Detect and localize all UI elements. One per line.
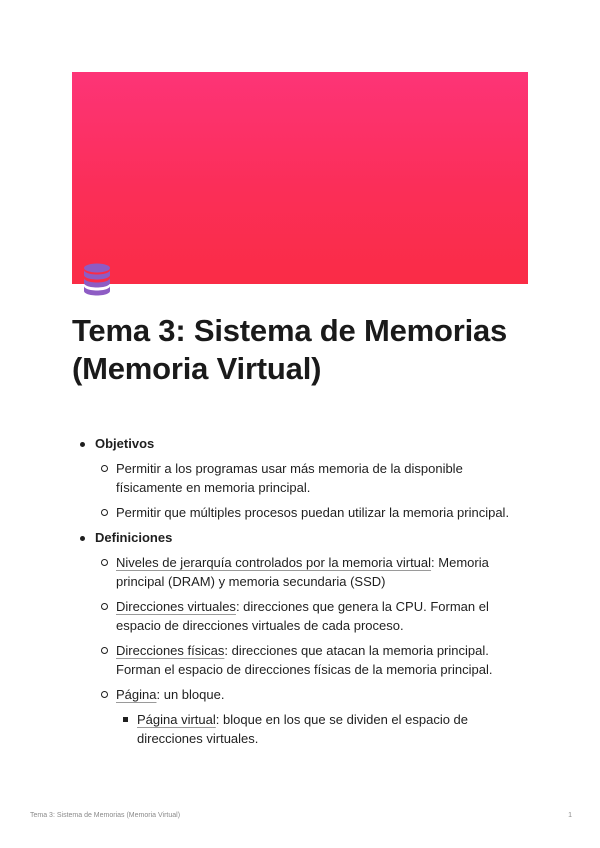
database-icon (82, 262, 112, 298)
definiciones-list (95, 553, 528, 748)
list-item (95, 597, 528, 635)
objetivo-text: Permitir a los programas usar más memoria de la disponible físicamente en memoria principal. (116, 461, 463, 495)
definition-text: : direcciones que genera la CPU. Forman el espacio de direcciones virtuales de cada proceso. (116, 599, 489, 633)
definition-term: Niveles de jerarquía controlados por la memoria virtual (116, 555, 432, 570)
page-content (72, 434, 528, 754)
cover-banner (72, 72, 528, 284)
section-heading-definiciones: Definiciones (95, 530, 173, 545)
list-item (95, 459, 528, 497)
list-item-definiciones (72, 528, 528, 748)
page-title-line-1: Tema 3: Sistema de Memorias (72, 313, 508, 348)
page-title (72, 312, 532, 388)
sub-list-item (116, 710, 528, 748)
footer-page-number: 1 (568, 812, 572, 819)
objetivo-text: Permitir que múltiples procesos puedan utilizar la memoria principal. (116, 505, 510, 520)
list-item (95, 553, 528, 591)
definition-text: : bloque en los que se dividen el espacio de direcciones virtuales. (137, 712, 469, 746)
list-item (95, 503, 528, 522)
definition-term: Página (116, 687, 157, 702)
objetivos-list (95, 459, 528, 522)
section-heading-objetivos: Objetivos (95, 436, 155, 451)
list-item-objetivos (72, 434, 528, 522)
list-item (95, 641, 528, 679)
definition-term: Página virtual (137, 712, 216, 727)
definition-text: : un bloque. (156, 687, 225, 702)
definition-term: Direcciones virtuales (116, 599, 236, 614)
definition-text: : direcciones que atacan la memoria principal. Forman el espacio de direcciones físicas de la memoria principal. (116, 643, 493, 677)
page-title-line-2: (Memoria Virtual) (72, 351, 322, 386)
definition-text: : Memoria principal (DRAM) y memoria secundaria (SSD) (116, 555, 489, 589)
list-item (95, 685, 528, 748)
definition-term: Direcciones físicas (116, 643, 225, 658)
footer-title: Tema 3: Sistema de Memorias (Memoria Virtual) (30, 812, 181, 819)
